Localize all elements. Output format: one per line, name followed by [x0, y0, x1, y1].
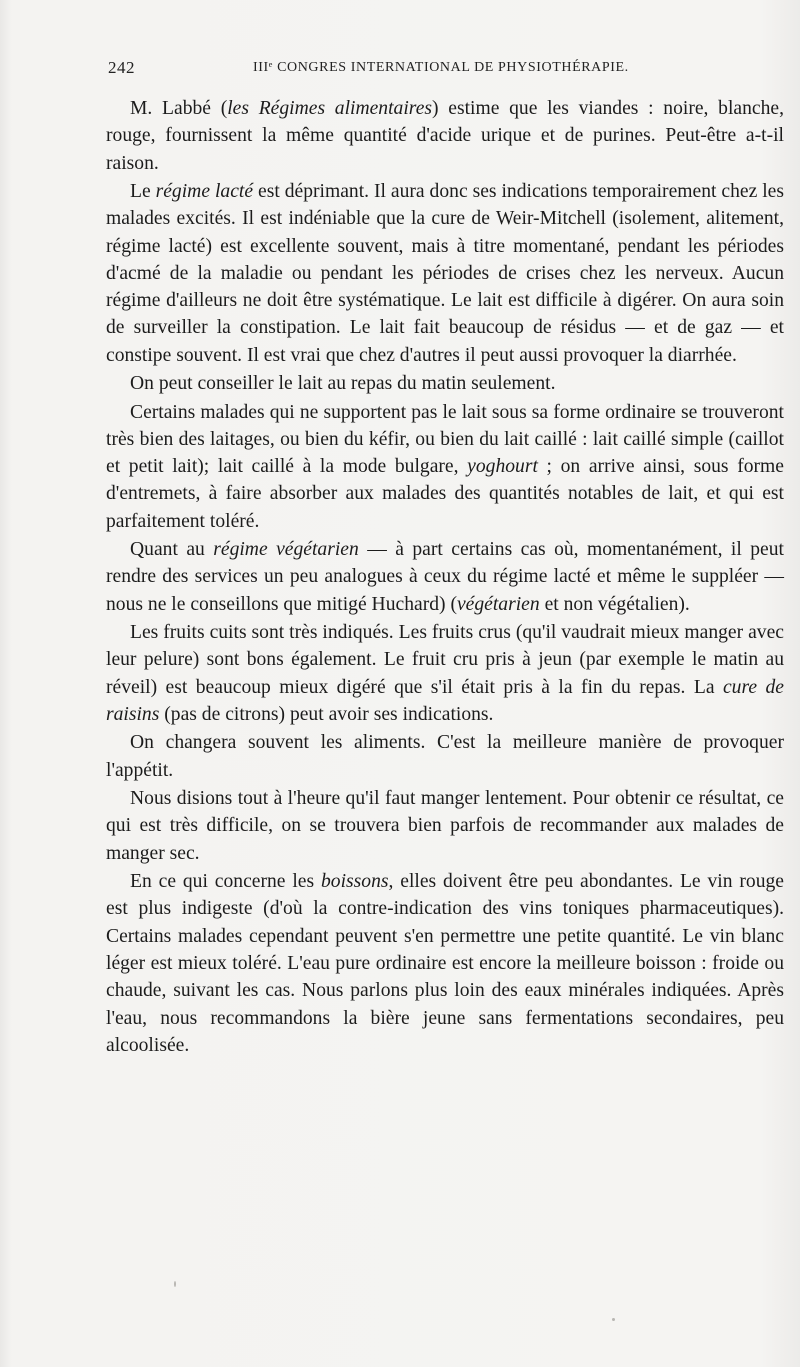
paragraph	[106, 178, 784, 369]
text-run: , elles doivent être peu abondantes. Le vin rouge est plus indigeste (d'où la contre-indication des vins toniques pharmaceutiques). Certains malades cependant peuvent s'en permettre une petite quantité. Le vin blanc léger est mieux toléré. L'eau pure ordinaire est encore la meilleure boisson : froide ou chaude, suivant les cas. Nous parlons plus loin des eaux minérales indiquées. Après l'eau, nous recommandons la bière jeune sans fermentations secondaires, peu alcoolisée.	[106, 871, 784, 1056]
paragraph	[106, 619, 784, 728]
text-run: Le	[130, 180, 156, 202]
italic-text: régime lacté	[155, 180, 254, 202]
text-run: Certains malades qui ne supportent pas le lait sous sa forme ordinaire se trouveront très bien des laitages, ou bien du kéfir, ou bien du lait caillé : lait caillé simple (caillot et petit lait); lait caillé à la mode bulgare,	[106, 401, 784, 478]
paragraph	[106, 729, 784, 784]
text-run: et non végétalien).	[539, 593, 690, 615]
text-run: ; on arrive ainsi, sous forme d'entremets, à faire absorber aux malades des quantités notables de lait, et qui est parfaitement toléré.	[106, 456, 784, 532]
running-head: IIIᵉ CONGRES INTERNATIONAL DE PHYSIOTHÉRAPIE.	[253, 60, 629, 75]
italic-text: boissons	[320, 871, 389, 893]
paragraph	[106, 399, 784, 535]
page-number: 242	[108, 58, 135, 77]
print-speck	[174, 1281, 176, 1287]
page-header	[108, 58, 668, 82]
italic-text: les Régimes alimentaires	[227, 98, 433, 119]
paragraph	[106, 536, 784, 618]
paragraph	[106, 868, 784, 1059]
paragraph	[106, 370, 784, 397]
text-run: Quant au	[130, 539, 214, 561]
text-run: — à part certains cas où, momentanément, il peut rendre des services un peu analogues à ceux du régime lacté et même le suppléer — nous ne le conseillons que mitigé Huchard) (	[106, 539, 784, 615]
paragraph	[106, 95, 784, 177]
italic-text: cure de raisins	[106, 676, 784, 725]
italic-text: végétarien	[456, 593, 540, 615]
text-run: On peut conseiller le lait au repas du matin seulement.	[130, 373, 556, 395]
italic-text: yoghourt	[467, 456, 538, 478]
paragraph	[106, 785, 784, 867]
text-run: Nous disions tout à l'heure qu'il faut manger lentement. Pour obtenir ce résultat, ce qui est très difficile, on se trouvera bien parfois de recommander aux malades de manger sec.	[106, 788, 784, 864]
text-run: Les fruits cuits sont très indiqués. Les fruits crus (qu'il vaudrait mieux manger avec leur pelure) sont bons également. Le fruit cru pris à jeun (par exemple le matin au réveil) est beaucoup mieux digéré que s'il était pris à la fin du repas. La	[106, 622, 784, 698]
text-run: ) estime que les viandes : noire, blanche, rouge, fournissent la même quantité d'acide urique et de purines. Peut-être a-t-il raison.	[106, 98, 784, 174]
text-run: En ce qui concerne les	[130, 871, 321, 893]
text-run: (pas de citrons) peut avoir ses indications.	[159, 704, 494, 725]
text-run: M. Labbé (	[130, 98, 228, 119]
text-run: On changera souvent les aliments. C'est la meilleure manière de provoquer l'appétit.	[106, 732, 784, 781]
print-speck	[612, 1318, 615, 1321]
body-text	[106, 95, 784, 1060]
italic-text: régime végétarien	[213, 539, 359, 561]
text-run: est déprimant. Il aura donc ses indications temporairement chez les malades excités. Il est indéniable que la cure de Weir-Mitchell (isolement, alitement, régime lacté) est excellente souvent, mais à titre momentané, pendant les périodes d'acmé de la maladie ou pendant les périodes de crises chez les nerveux. Aucun régime d'ailleurs ne doit être systématique. Le lait est difficile à digérer. On aura soin de surveiller la constipation. Le lait fait beaucoup de résidus — et de gaz — et constipe souvent. Il est vrai que chez d'autres il peut aussi provoquer la diarrhée.	[106, 180, 784, 366]
